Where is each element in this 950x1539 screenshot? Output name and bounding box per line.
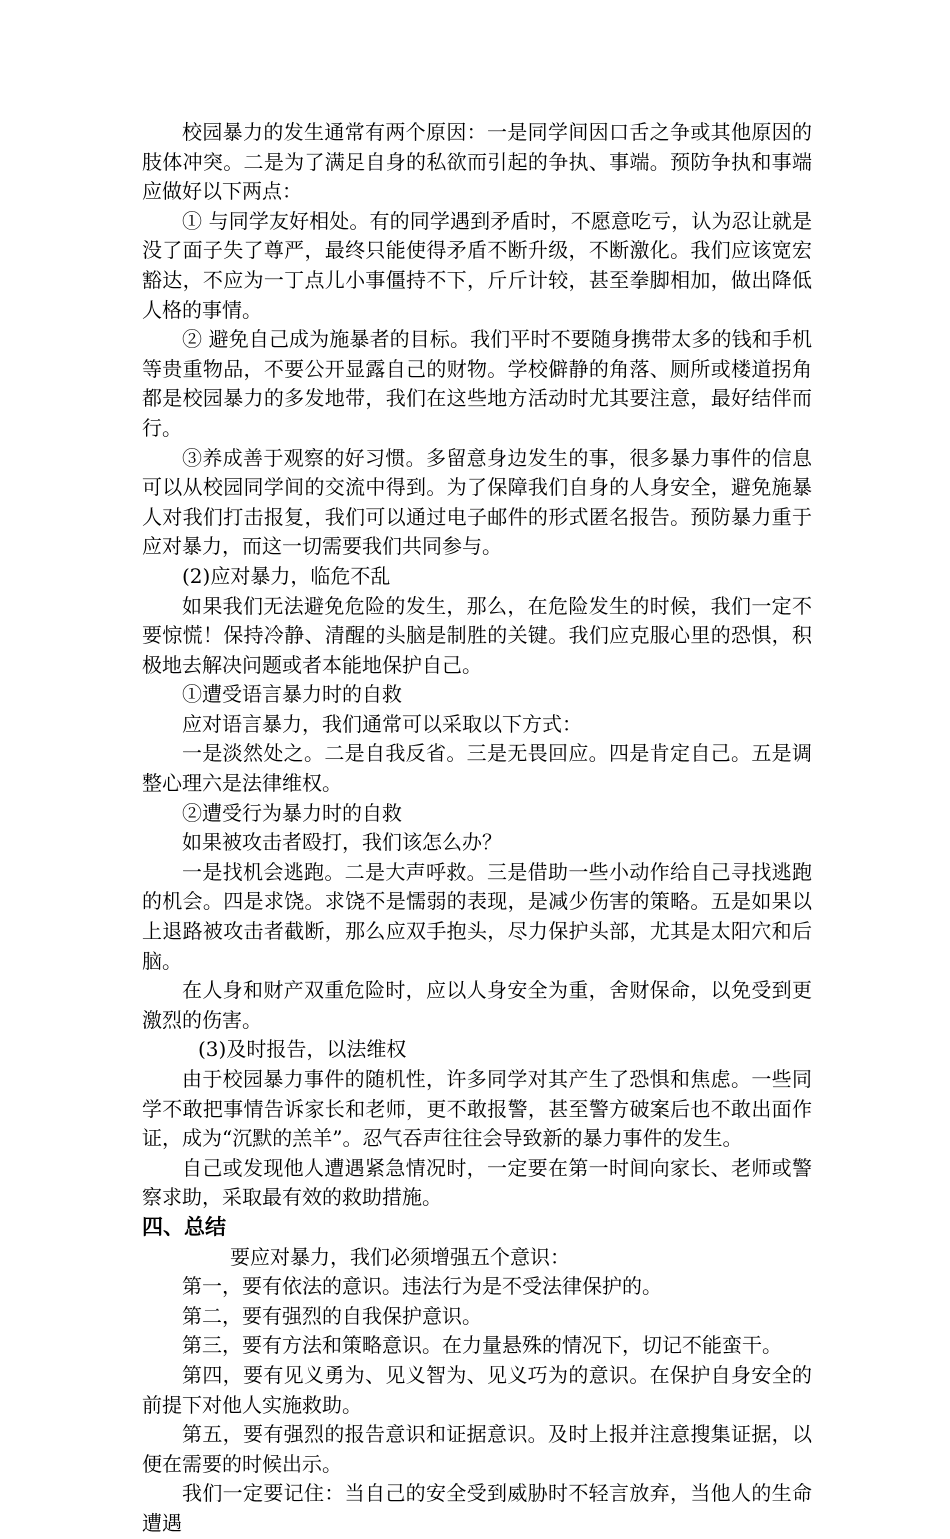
paragraph-awareness-3: 第三，要有方法和策略意识。在力量悬殊的情况下，切记不能蛮干。 bbox=[182, 1333, 782, 1358]
paragraph-point-2: ② 避免自己成为施暴者的目标。我们平时不要随身携带太多的钱和手机等贵重物品，不要公开显露自己的财物。学校僻静的角落、厕所或楼道拐角都是校园暴力的多发地带，我们在这些地方活动时尤其要注意，最好结伴而行。 bbox=[142, 327, 812, 440]
paragraph-seek-help: 自己或发现他人遭遇紧急情况时，一定要在第一时间向家长、老师或警察求助，采取最有效的救助措施。 bbox=[142, 1155, 812, 1210]
paragraph-causes: 校园暴力的发生通常有两个原因：一是同学间因口舌之争或其他原因的肢体冲突。二是为了满足自身的私欲而引起的争执、事端。预防争执和事端应做好以下两点： bbox=[142, 120, 812, 204]
section-heading-summary: 四、总结 bbox=[142, 1214, 226, 1239]
paragraph-point-3: ③养成善于观察的好习惯。多留意身边发生的事，很多暴力事件的信息可以从校园同学间的交流中得到。为了保障我们自身的人身安全，避免施暴人对我们打击报复，我们可以通过电子邮件的形式匿名报告。预防暴力重于应对暴力，而这一切需要我们共同参与。 bbox=[142, 445, 812, 559]
paragraph-physical-question: 如果被攻击者殴打，我们该怎么办？ bbox=[182, 830, 502, 855]
paragraph-stay-calm: 如果我们无法避免危险的发生，那么，在危险发生的时候，我们一定不要惊慌！保持冷静、清醒的头脑是制胜的关键。我们应克服心里的恐惧，积极地去解决问题或者本能地保护自己。 bbox=[142, 593, 812, 677]
paragraph-awareness-1: 第一，要有依法的意识。违法行为是不受法律保护的。 bbox=[182, 1274, 662, 1299]
paragraph-physical-methods: 一是找机会逃跑。二是大声呼救。三是借助一些小动作给自己寻找逃跑的机会。四是求饶。求饶不是懦弱的表现，是减少伤害的策略。五是如果以上退路被攻击者截断，那么应双手抱头，尽力保护头部，尤其是太阳穴和后脑。 bbox=[142, 859, 812, 973]
paragraph-five-awareness: 要应对暴力，我们必须增强五个意识： bbox=[230, 1244, 570, 1269]
paragraph-silent-lamb: 由于校园暴力事件的随机性，许多同学对其产生了恐惧和焦虑。一些同学不敢把事情告诉家长和老师，更不敢报警，甚至警方破案后也不敢出面作证，成为“沉默的羔羊”。忍气吞声往往会导致新的暴力事件的发生。 bbox=[142, 1067, 812, 1151]
paragraph-verbal-intro: 应对语言暴力，我们通常可以采取以下方式： bbox=[182, 711, 582, 736]
paragraph-point-1: ① 与同学友好相处。有的同学遇到矛盾时，不愿意吃亏，认为忍让就是没了面子失了尊严，最终只能使得矛盾不断升级，不断激化。我们应该宽宏豁达，不应为一丁点儿小事僵持不下，斤斤计较，甚至拳脚相加，做出降低人格的事情。 bbox=[142, 208, 812, 322]
paragraph-remember: 我们一定要记住：当自己的安全受到威胁时不轻言放弃，当他人的生命遭遇 bbox=[142, 1481, 812, 1535]
document-page bbox=[142, 118, 812, 1539]
paragraph-awareness-5: 第五，要有强烈的报告意识和证据意识。及时上报并注意搜集证据，以便在需要的时候出示。 bbox=[142, 1422, 812, 1476]
subheading-report: (3)及时报告，以法维权 bbox=[198, 1037, 407, 1062]
paragraph-awareness-4: 第四，要有见义勇为、见义智为、见义巧为的意识。在保护自身安全的前提下对他人实施救助。 bbox=[142, 1362, 812, 1417]
paragraph-awareness-2: 第二，要有强烈的自我保护意识。 bbox=[182, 1303, 482, 1328]
paragraph-verbal-methods: 一是淡然处之。二是自我反省。三是无畏回应。四是肯定自己。五是调整心理六是法律维权。 bbox=[142, 741, 812, 796]
subheading-verbal-violence: ①遭受语言暴力时的自救 bbox=[182, 682, 402, 707]
subheading-respond: (2)应对暴力，临危不乱 bbox=[182, 563, 391, 588]
subheading-physical-violence: ②遭受行为暴力时的自救 bbox=[182, 800, 402, 825]
paragraph-safety-first: 在人身和财产双重危险时，应以人身安全为重，舍财保命，以免受到更激烈的伤害。 bbox=[142, 978, 812, 1032]
